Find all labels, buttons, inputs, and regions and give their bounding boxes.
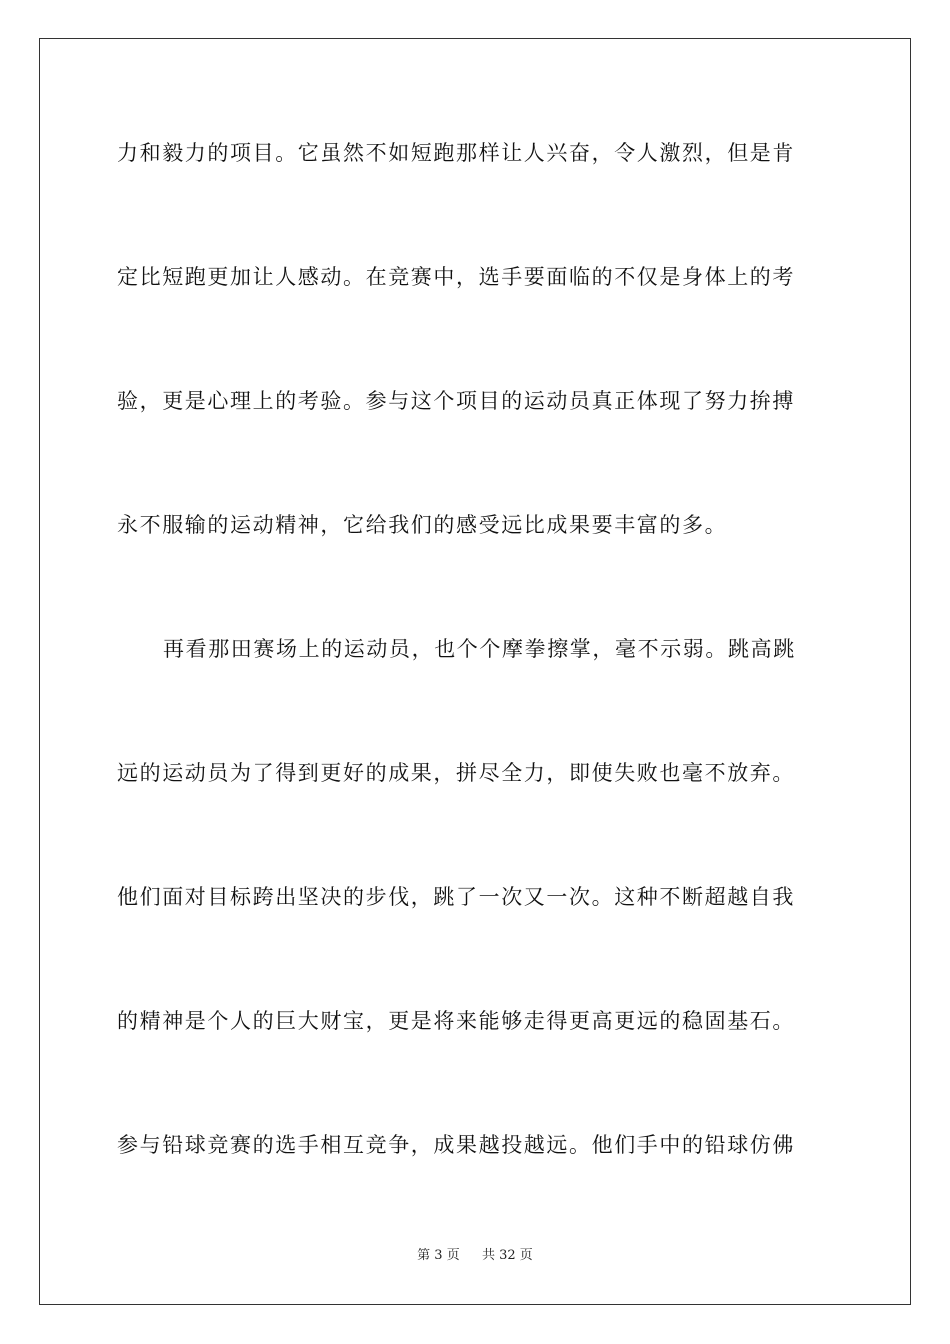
body-text-line-7: 他们面对目标跨出坚决的步伐，跳了一次又一次。这种不断超越自我	[117, 885, 795, 909]
page-footer	[0, 1247, 950, 1265]
body-text-line-6: 远的运动员为了得到更好的成果，拼尽全力，即使失败也毫不放弃。	[117, 761, 795, 785]
body-text-line-3: 验，更是心理上的考验。参与这个项目的运动员真正体现了努力拚搏	[117, 389, 795, 413]
body-text-line-2: 定比短跑更加让人感动。在竞赛中，选手要面临的不仅是身体上的考	[117, 265, 795, 289]
page-border	[39, 38, 911, 1305]
page-number: 第 3 页	[417, 1248, 460, 1263]
body-text-line-8: 的精神是个人的巨大财宝，更是将来能够走得更高更远的稳固基石。	[117, 1009, 795, 1033]
body-text-line-4: 永不服输的运动精神，它给我们的感受远比成果要丰富的多。	[117, 513, 728, 537]
body-text-line-5-paragraph-start: 再看那田赛场上的运动员，也个个摩拳擦掌，毫不示弱。跳高跳	[163, 637, 796, 661]
total-pages: 共 32 页	[482, 1248, 533, 1263]
body-text-line-1: 力和毅力的项目。它虽然不如短跑那样让人兴奋，令人激烈，但是肯	[117, 141, 795, 165]
body-text-line-9: 参与铅球竞赛的选手相互竞争，成果越投越远。他们手中的铅球仿佛	[117, 1133, 795, 1157]
